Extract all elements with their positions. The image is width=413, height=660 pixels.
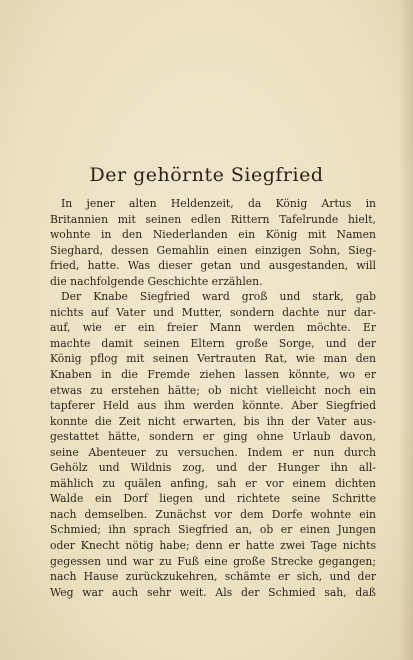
text-line: oder Knecht nötig habe; denn er hatte zwei Tage nichts: [50, 539, 376, 553]
text-line: gestattet hätte, sondern er ging ohne Urlaub davon,: [50, 430, 376, 444]
chapter-title: Der gehörnte Siegfried: [89, 164, 324, 186]
text-line: Sieghard, dessen Gemahlin einen einzigen Sohn, Sieg-: [50, 243, 376, 257]
text-line: machte damit seinen Eltern große Sorge, und der: [50, 336, 376, 350]
text-line: mählich zu quälen anfing, sah er vor einem dichten: [50, 476, 376, 490]
text-line: etwas zu erstehen hätte; ob nicht vielleicht noch ein: [50, 383, 376, 397]
text-line: Der Knabe Siegfried ward groß und stark, gab: [61, 290, 376, 304]
body-text: [50, 196, 376, 600]
text-line: Weg war auch sehr weit. Als der Schmied sah, daß: [50, 585, 376, 599]
text-line: wohnte in den Niederlanden ein König mit Namen: [50, 228, 376, 242]
text-line: In jener alten Heldenzeit, da König Artus in: [61, 197, 376, 210]
text-line: tapferer Held aus ihm werden könnte. Aber Siegfried: [50, 399, 376, 413]
text-line: Knaben in die Fremde ziehen lassen könnte, wo er: [50, 368, 376, 382]
text-line: konnte die Zeit nicht erwarten, bis ihn der Vater aus-: [50, 414, 376, 428]
text-line: nach demselben. Zunächst vor dem Dorfe wohnte ein: [50, 507, 376, 521]
text-line: seine Abenteuer zu versuchen. Indem er nun durch: [50, 445, 376, 459]
text-line: gegessen und war zu Fuß eine große Strecke gegangen;: [50, 554, 376, 568]
text-line: nichts auf Vater und Mutter, sondern dachte nur dar-: [50, 305, 376, 319]
page-edge-shadow: [399, 0, 413, 660]
text-line: König pflog mit seinen Vertrauten Rat, wie man den: [50, 352, 376, 366]
text-line: Schmied; ihn sprach Siegfried an, ob er einen Jungen: [50, 523, 376, 537]
text-line: Britannien mit seinen edlen Rittern Tafelrunde hielt,: [50, 212, 376, 226]
text-line: fried, hatte. Was dieser getan und ausgestanden, will: [50, 259, 376, 273]
text-line: Walde ein Dorf liegen und richtete seine Schritte: [50, 492, 376, 506]
text-line: nach Hause zurückzukehren, schämte er sich, und der: [50, 570, 376, 584]
text-line: die nachfolgende Geschichte erzählen.: [50, 274, 263, 288]
text-line: Gehölz und Wildnis zog, und der Hunger ihn all-: [50, 461, 376, 475]
text-line: auf, wie er ein freier Mann werden möchte. Er: [50, 321, 376, 335]
